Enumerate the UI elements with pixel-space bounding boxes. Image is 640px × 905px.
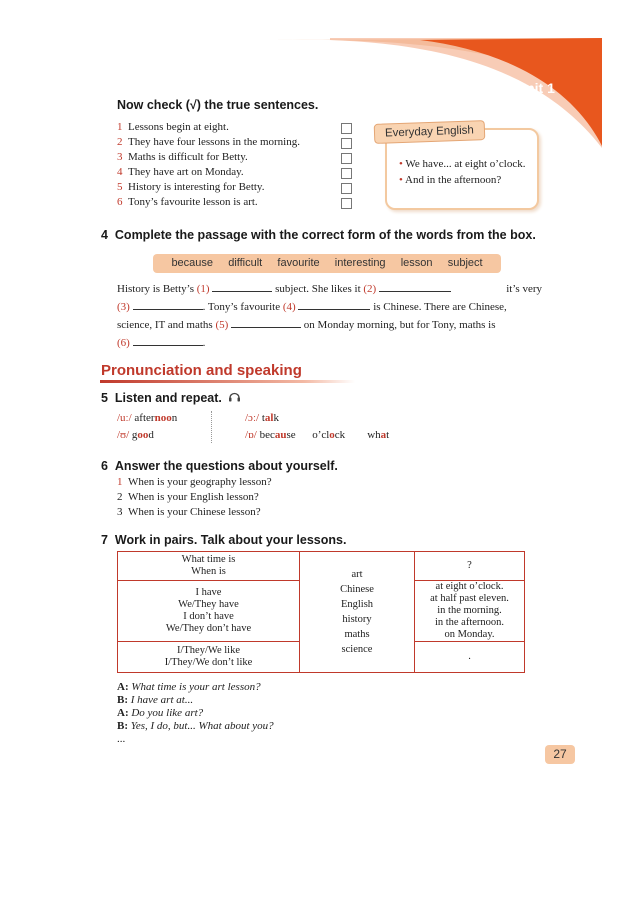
dialogue-line: B: Yes, I do, but... What about you? xyxy=(117,720,274,732)
blank-4[interactable] xyxy=(298,299,370,310)
word-box-item: interesting xyxy=(334,257,386,269)
dialogue-ellipsis: ... xyxy=(117,733,126,745)
check-box-6[interactable] xyxy=(341,198,352,209)
everyday-line-1: • We have... at eight o’clock. xyxy=(399,158,526,170)
table-cell: I have We/They have I don’t have We/They don’t have xyxy=(118,581,300,642)
ex7-title: 7 Work in pairs. Talk about your lessons. xyxy=(101,533,347,547)
check-box-2[interactable] xyxy=(341,138,352,149)
list-item: 1 When is your geography lesson? xyxy=(117,476,272,488)
word-box-item: subject xyxy=(447,257,483,269)
ex6-list xyxy=(117,475,272,520)
ex3-title: Now check (√) the true sentences. xyxy=(117,98,319,112)
ex4-title: 4 Complete the passage with the correct form of the words from the box. xyxy=(101,228,536,242)
list-item: 3 Maths is difficult for Betty. xyxy=(117,151,248,163)
table-cell: at eight o’clock. at half past eleven. in the morning. in the afternoon. on Monday. xyxy=(415,581,525,642)
word-box-item: favourite xyxy=(277,257,320,269)
list-item: 4 They have art on Monday. xyxy=(117,166,244,178)
pron-row-3: /ɔː/ talk xyxy=(245,412,279,424)
substitution-table xyxy=(117,551,525,673)
table-cell: . xyxy=(415,642,525,673)
section-underline xyxy=(100,380,355,383)
check-box-1[interactable] xyxy=(341,123,352,134)
list-item: 2 When is your English lesson? xyxy=(117,491,259,503)
word-box-item: because xyxy=(171,257,214,269)
dialogue-line: A: What time is your art lesson? xyxy=(117,681,261,693)
blank-1[interactable] xyxy=(212,281,272,292)
unit-badge: Unit 1 xyxy=(516,80,555,96)
headphones-icon xyxy=(228,390,241,403)
ex3-list xyxy=(117,120,317,210)
check-box-3[interactable] xyxy=(341,153,352,164)
pron-row-4: /ɒ/ because o’clock what xyxy=(245,429,390,441)
list-item: 1 Lessons begin at eight. xyxy=(117,121,229,133)
subject-column: art Chinese English history maths science xyxy=(300,552,415,673)
everyday-line-2: • And in the afternoon? xyxy=(399,174,502,186)
list-item: 6 Tony’s favourite lesson is art. xyxy=(117,196,258,208)
word-box-item: lesson xyxy=(400,257,433,269)
check-box-5[interactable] xyxy=(341,183,352,194)
ex5-title: 5 Listen and repeat. xyxy=(101,391,222,405)
list-item: 2 They have four lessons in the morning. xyxy=(117,136,300,148)
blank-6[interactable] xyxy=(133,335,203,346)
ex6-title: 6 Answer the questions about yourself. xyxy=(101,459,338,473)
page-number: 27 xyxy=(545,745,575,764)
word-box xyxy=(153,254,501,273)
section-heading: Pronunciation and speaking xyxy=(101,362,302,379)
dialogue xyxy=(117,681,274,746)
blank-3[interactable] xyxy=(133,299,203,310)
blank-2[interactable] xyxy=(379,281,451,292)
blank-5[interactable] xyxy=(231,317,301,328)
table-cell: I/They/We like I/They/We don’t like xyxy=(118,642,300,673)
pron-row-2: /ʊ/ good xyxy=(117,429,154,441)
list-item: 3 When is your Chinese lesson? xyxy=(117,506,261,518)
pron-divider xyxy=(211,411,212,443)
word-box-item: difficult xyxy=(228,257,263,269)
dialogue-line: A: Do you like art? xyxy=(117,707,204,719)
table-cell: ? xyxy=(415,552,525,581)
dialogue-line: B: I have art at... xyxy=(117,694,194,706)
everyday-english-title: Everyday English xyxy=(374,120,485,144)
passage: History is Betty’s (1) subject. She likes it (2) it’s very (3) . Tony’s favourite (4) is Chinese. There are Chinese, science, IT and maths (5) on Monday morning, but for Tony, maths is (6) . xyxy=(117,283,542,349)
list-item: 5 History is interesting for Betty. xyxy=(117,181,265,193)
table-cell: What time is When is xyxy=(118,552,300,581)
pron-row-1: /uː/ afternoon xyxy=(117,412,178,424)
check-box-4[interactable] xyxy=(341,168,352,179)
